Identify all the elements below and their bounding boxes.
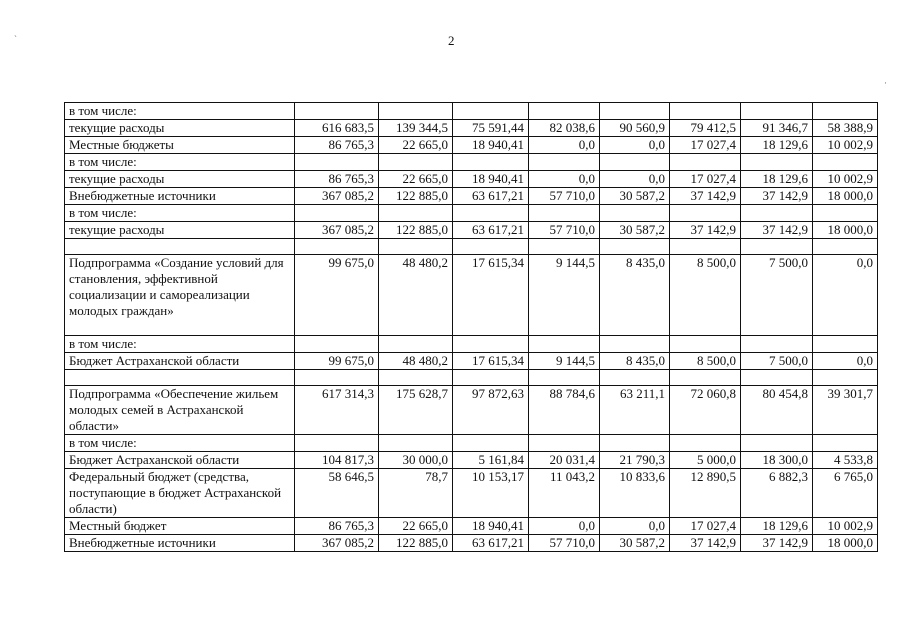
value-cell: 22 665,0 — [379, 171, 453, 188]
value-cell: 37 142,9 — [670, 535, 741, 552]
value-cell: 0,0 — [813, 353, 878, 370]
value-cell — [741, 103, 813, 120]
value-cell: 91 346,7 — [741, 120, 813, 137]
value-cell: 17 027,4 — [670, 137, 741, 154]
value-cell: 22 665,0 — [379, 518, 453, 535]
value-cell: 175 628,7 — [379, 386, 453, 435]
value-cell — [600, 154, 670, 171]
table-row — [65, 370, 878, 386]
table-row — [65, 255, 878, 336]
value-cell: 79 412,5 — [670, 120, 741, 137]
row-label: Бюджет Астраханской области — [65, 353, 295, 370]
table-row — [65, 205, 878, 222]
value-cell: 617 314,3 — [295, 386, 379, 435]
row-label: в том числе: — [65, 435, 295, 452]
value-cell: 0,0 — [529, 137, 600, 154]
value-cell — [295, 336, 379, 353]
value-cell — [453, 103, 529, 120]
row-label — [65, 239, 295, 255]
value-cell — [295, 370, 379, 386]
row-label: Внебюджетные источники — [65, 188, 295, 205]
table-body — [65, 103, 878, 552]
value-cell — [813, 336, 878, 353]
value-cell — [741, 205, 813, 222]
value-cell — [600, 103, 670, 120]
value-cell: 78,7 — [379, 469, 453, 518]
value-cell: 10 002,9 — [813, 518, 878, 535]
value-cell: 37 142,9 — [741, 222, 813, 239]
value-cell — [670, 205, 741, 222]
table-row — [65, 435, 878, 452]
value-cell — [670, 336, 741, 353]
row-label: Внебюджетные источники — [65, 535, 295, 552]
table-row — [65, 518, 878, 535]
value-cell: 367 085,2 — [295, 188, 379, 205]
value-cell: 99 675,0 — [295, 353, 379, 370]
value-cell: 22 665,0 — [379, 137, 453, 154]
row-label: в том числе: — [65, 154, 295, 171]
value-cell: 57 710,0 — [529, 535, 600, 552]
value-cell — [295, 154, 379, 171]
value-cell: 5 161,84 — [453, 452, 529, 469]
value-cell: 0,0 — [600, 137, 670, 154]
value-cell: 122 885,0 — [379, 188, 453, 205]
value-cell: 7 500,0 — [741, 255, 813, 336]
value-cell: 48 480,2 — [379, 255, 453, 336]
value-cell — [529, 154, 600, 171]
value-cell: 30 587,2 — [600, 222, 670, 239]
value-cell — [670, 435, 741, 452]
value-cell — [600, 336, 670, 353]
value-cell — [529, 336, 600, 353]
value-cell — [813, 205, 878, 222]
value-cell: 18 000,0 — [813, 535, 878, 552]
table-row — [65, 452, 878, 469]
value-cell: 139 344,5 — [379, 120, 453, 137]
value-cell: 18 940,41 — [453, 518, 529, 535]
value-cell: 58 646,5 — [295, 469, 379, 518]
value-cell — [453, 336, 529, 353]
value-cell: 8 435,0 — [600, 255, 670, 336]
table-row — [65, 353, 878, 370]
value-cell: 104 817,3 — [295, 452, 379, 469]
table-row — [65, 171, 878, 188]
value-cell: 17 027,4 — [670, 171, 741, 188]
value-cell: 18 000,0 — [813, 222, 878, 239]
value-cell: 17 615,34 — [453, 255, 529, 336]
table-row — [65, 386, 878, 435]
value-cell: 21 790,3 — [600, 452, 670, 469]
value-cell: 0,0 — [813, 255, 878, 336]
value-cell — [813, 435, 878, 452]
value-cell — [670, 103, 741, 120]
value-cell — [379, 370, 453, 386]
value-cell: 37 142,9 — [670, 222, 741, 239]
value-cell: 86 765,3 — [295, 518, 379, 535]
scan-mark: ` — [14, 34, 17, 44]
row-label: Местный бюджет — [65, 518, 295, 535]
value-cell: 10 153,17 — [453, 469, 529, 518]
table-row — [65, 103, 878, 120]
value-cell: 616 683,5 — [295, 120, 379, 137]
value-cell: 6 882,3 — [741, 469, 813, 518]
value-cell: 99 675,0 — [295, 255, 379, 336]
value-cell: 10 002,9 — [813, 137, 878, 154]
value-cell: 88 784,6 — [529, 386, 600, 435]
value-cell — [600, 435, 670, 452]
value-cell: 17 027,4 — [670, 518, 741, 535]
value-cell — [379, 239, 453, 255]
value-cell — [453, 239, 529, 255]
value-cell: 63 211,1 — [600, 386, 670, 435]
value-cell: 18 300,0 — [741, 452, 813, 469]
value-cell — [813, 103, 878, 120]
value-cell: 20 031,4 — [529, 452, 600, 469]
table-row — [65, 188, 878, 205]
value-cell: 122 885,0 — [379, 222, 453, 239]
value-cell — [600, 239, 670, 255]
table-row — [65, 222, 878, 239]
value-cell: 367 085,2 — [295, 222, 379, 239]
row-label: в том числе: — [65, 205, 295, 222]
row-label — [65, 370, 295, 386]
value-cell: 63 617,21 — [453, 535, 529, 552]
value-cell: 18 000,0 — [813, 188, 878, 205]
value-cell — [813, 370, 878, 386]
value-cell: 4 533,8 — [813, 452, 878, 469]
row-label: в том числе: — [65, 103, 295, 120]
value-cell: 9 144,5 — [529, 255, 600, 336]
value-cell — [529, 205, 600, 222]
budget-table — [64, 102, 878, 552]
row-label: текущие расходы — [65, 171, 295, 188]
value-cell: 63 617,21 — [453, 222, 529, 239]
value-cell: 37 142,9 — [741, 188, 813, 205]
value-cell — [453, 205, 529, 222]
value-cell — [600, 370, 670, 386]
value-cell: 18 129,6 — [741, 171, 813, 188]
value-cell: 57 710,0 — [529, 222, 600, 239]
value-cell: 80 454,8 — [741, 386, 813, 435]
value-cell: 17 615,34 — [453, 353, 529, 370]
value-cell: 72 060,8 — [670, 386, 741, 435]
table-row — [65, 469, 878, 518]
value-cell: 39 301,7 — [813, 386, 878, 435]
value-cell: 367 085,2 — [295, 535, 379, 552]
table-row — [65, 239, 878, 255]
value-cell: 18 129,6 — [741, 518, 813, 535]
row-label: Подпрограмма «Обеспечение жильем молодых семей в Астраханской области» — [65, 386, 295, 435]
value-cell — [600, 205, 670, 222]
value-cell: 10 833,6 — [600, 469, 670, 518]
value-cell — [741, 239, 813, 255]
row-label: Федеральный бюджет (средства, поступающие в бюджет Астраханской области) — [65, 469, 295, 518]
value-cell — [295, 435, 379, 452]
value-cell — [670, 239, 741, 255]
value-cell: 82 038,6 — [529, 120, 600, 137]
value-cell — [529, 239, 600, 255]
page-number: 2 — [448, 33, 455, 48]
value-cell: 7 500,0 — [741, 353, 813, 370]
value-cell: 9 144,5 — [529, 353, 600, 370]
value-cell: 30 000,0 — [379, 452, 453, 469]
value-cell — [379, 336, 453, 353]
value-cell: 8 500,0 — [670, 255, 741, 336]
value-cell — [295, 205, 379, 222]
value-cell: 75 591,44 — [453, 120, 529, 137]
value-cell: 90 560,9 — [600, 120, 670, 137]
value-cell: 37 142,9 — [670, 188, 741, 205]
value-cell: 37 142,9 — [741, 535, 813, 552]
value-cell: 0,0 — [600, 518, 670, 535]
value-cell: 63 617,21 — [453, 188, 529, 205]
value-cell: 86 765,3 — [295, 137, 379, 154]
value-cell: 11 043,2 — [529, 469, 600, 518]
value-cell: 30 587,2 — [600, 188, 670, 205]
value-cell: 57 710,0 — [529, 188, 600, 205]
value-cell: 97 872,63 — [453, 386, 529, 435]
value-cell — [295, 103, 379, 120]
row-label: в том числе: — [65, 336, 295, 353]
value-cell: 86 765,3 — [295, 171, 379, 188]
value-cell: 8 500,0 — [670, 353, 741, 370]
scan-mark: · — [884, 78, 887, 88]
value-cell — [379, 154, 453, 171]
value-cell — [813, 239, 878, 255]
table-row — [65, 535, 878, 552]
value-cell: 18 940,41 — [453, 137, 529, 154]
row-label: Подпрограмма «Создание условий для становления, эффективной социализации и самореализации молодых граждан» — [65, 255, 295, 336]
value-cell — [813, 154, 878, 171]
value-cell: 18 940,41 — [453, 171, 529, 188]
value-cell: 0,0 — [529, 171, 600, 188]
value-cell — [670, 154, 741, 171]
row-label: Бюджет Астраханской области — [65, 452, 295, 469]
value-cell — [379, 205, 453, 222]
value-cell: 12 890,5 — [670, 469, 741, 518]
row-label: текущие расходы — [65, 120, 295, 137]
table-row — [65, 336, 878, 353]
value-cell — [741, 336, 813, 353]
value-cell — [741, 435, 813, 452]
value-cell: 30 587,2 — [600, 535, 670, 552]
table-row — [65, 154, 878, 171]
value-cell: 0,0 — [600, 171, 670, 188]
value-cell — [453, 435, 529, 452]
value-cell: 18 129,6 — [741, 137, 813, 154]
value-cell — [529, 103, 600, 120]
value-cell: 122 885,0 — [379, 535, 453, 552]
table-row — [65, 120, 878, 137]
value-cell — [529, 435, 600, 452]
row-label: текущие расходы — [65, 222, 295, 239]
value-cell: 48 480,2 — [379, 353, 453, 370]
value-cell — [741, 370, 813, 386]
value-cell — [453, 154, 529, 171]
value-cell — [379, 103, 453, 120]
value-cell: 5 000,0 — [670, 452, 741, 469]
value-cell: 10 002,9 — [813, 171, 878, 188]
value-cell: 8 435,0 — [600, 353, 670, 370]
value-cell — [453, 370, 529, 386]
value-cell — [529, 370, 600, 386]
value-cell: 58 388,9 — [813, 120, 878, 137]
value-cell: 0,0 — [529, 518, 600, 535]
value-cell — [670, 370, 741, 386]
value-cell — [379, 435, 453, 452]
value-cell — [741, 154, 813, 171]
row-label: Местные бюджеты — [65, 137, 295, 154]
value-cell: 6 765,0 — [813, 469, 878, 518]
table-row — [65, 137, 878, 154]
value-cell — [295, 239, 379, 255]
